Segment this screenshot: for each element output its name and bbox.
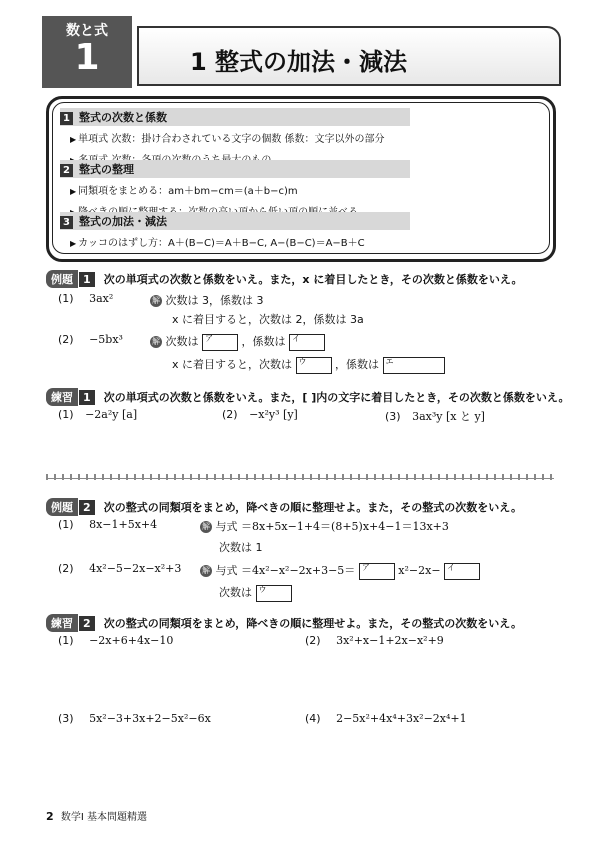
practice-2-item-1 <box>58 634 173 647</box>
answer-2-2 <box>200 562 480 580</box>
practice-1-item-2 <box>222 408 298 421</box>
item-label: (1) <box>58 292 74 305</box>
summary-section-3: 3 整式の加法・減法 ▶ カッコのはずし方：A＋(B−C)＝A＋B−C, A−(B−C)＝A−B＋C <box>60 212 410 249</box>
item-expression: 5x²−3+3x+2−5x²−6x <box>89 712 211 725</box>
item-label: (2) <box>58 562 74 575</box>
item-label: (1) <box>58 634 74 647</box>
item-label: (2) <box>58 333 74 346</box>
example-prompt: 次の単項式の次数と係数をいえ。また，x に着目したとき，その次数と係数をいえ。 <box>103 273 523 286</box>
answer-2-1b: 次数は 1 <box>219 541 263 554</box>
item-label: (4) <box>305 712 321 725</box>
practice-prompt: 次の単項式の次数と係数をいえ。また，[ ]内の文字に着目したとき，その次数と係数をいえ。 <box>103 391 570 404</box>
example-prompt: 次の整式の同類項をまとめ，降べきの順に整理せよ。また，その整式の次数をいえ。 <box>103 501 522 514</box>
example-number: 1 <box>79 272 95 287</box>
answer-box-a[interactable] <box>359 563 395 580</box>
example-1-header <box>46 268 523 288</box>
item-expression: 3ax² <box>89 292 114 305</box>
box-label: イ <box>447 562 456 572</box>
practice-2-item-4 <box>305 712 467 725</box>
section-number: 3 <box>60 216 73 229</box>
answer-box-i[interactable] <box>289 334 325 351</box>
practice-2-item-2 <box>305 634 444 647</box>
example-tag: 例題 <box>46 498 78 516</box>
page-number: 2 <box>46 810 54 823</box>
practice-number: 2 <box>79 616 95 631</box>
answer-1-2 <box>150 333 325 351</box>
answer-box-a[interactable] <box>202 334 238 351</box>
practice-number: 1 <box>79 390 95 405</box>
item-label: (1) <box>58 408 74 421</box>
answer-box-u[interactable] <box>296 357 332 374</box>
chapter-number: 1 <box>74 37 100 78</box>
practice-tag: 練習 <box>46 614 78 632</box>
item-expression: 3x²+x−1+2x−x²+9 <box>336 634 444 647</box>
example-2-header <box>46 496 522 516</box>
answer-box-u[interactable] <box>256 585 292 602</box>
item-label: (3) <box>58 712 74 725</box>
answer-text: 与式 ＝8x+5x−1+4＝(8+5)x+4−1＝13x+3 <box>215 520 449 533</box>
example-2-item-2 <box>58 562 181 575</box>
box-label: ウ <box>298 356 307 366</box>
footer-text: 数学Ⅰ 基本問題精選 <box>60 812 147 823</box>
section-heading: 整式の整理 <box>79 163 134 176</box>
box-label: ア <box>205 333 213 343</box>
answer-2-1 <box>200 518 449 534</box>
page-title: 1 整式の加法・減法 <box>190 48 408 76</box>
answer-2-2b <box>219 584 292 602</box>
item-label: (2) <box>222 408 238 421</box>
example-1-item-2 <box>58 333 123 346</box>
practice-2-header <box>46 612 522 632</box>
item-expression: 4x²−5−2x−x²+3 <box>89 562 182 575</box>
answer-text: ，係数は <box>335 358 380 371</box>
item-expression: −5bx³ <box>89 333 123 346</box>
practice-prompt: 次の整式の同類項をまとめ，降べきの順に整理せよ。また，その整式の次数をいえ。 <box>103 617 522 630</box>
divider-line <box>46 478 554 479</box>
answer-text: 次数は <box>165 335 199 348</box>
answer-1-1b: x に着目すると，次数は 2，係数は 3a <box>172 313 364 326</box>
practice-2-item-3 <box>58 712 211 725</box>
item-expression: −x²y³ [y] <box>249 408 298 421</box>
summary-line: 単項式 次数：掛け合わされている文字の個数 係数：文字以外の部分 <box>78 134 385 145</box>
chapter-category: 数と式 <box>66 23 108 39</box>
section-heading: 整式の加法・減法 <box>79 215 167 228</box>
practice-tag: 練習 <box>46 388 78 406</box>
example-2-item-1 <box>58 518 157 531</box>
item-expression: −2a²y [a] <box>85 408 138 421</box>
footer <box>46 808 147 823</box>
answer-text: 与式 ＝4x²−x²−2x+3−5＝ <box>215 564 356 577</box>
answer-text: 次数は <box>219 586 252 599</box>
kai-icon: 解 <box>202 566 210 575</box>
item-expression: 2−5x²+4x⁴+3x²−2x⁴+1 <box>336 712 467 725</box>
answer-1-1 <box>150 292 264 308</box>
answer-text: ，係数は <box>241 335 286 348</box>
dotted-divider <box>46 474 554 480</box>
section-heading: 整式の次数と係数 <box>79 111 167 124</box>
item-label: (2) <box>305 634 321 647</box>
answer-box-e[interactable] <box>383 357 445 374</box>
example-1-item-1 <box>58 292 113 305</box>
item-label: (1) <box>58 518 74 531</box>
item-expression: 8x−1+5x+4 <box>89 518 158 531</box>
answer-text: x に着目すると，次数は <box>172 358 293 371</box>
chapter-tab <box>42 16 132 88</box>
summary-line: 同類項をまとめる：am＋bm−cm＝(a＋b−c)m <box>78 186 298 197</box>
summary-line: カッコのはずし方：A＋(B−C)＝A＋B−C, A−(B−C)＝A−B＋C <box>78 238 365 249</box>
section-number: 1 <box>60 112 73 125</box>
item-expression: −2x+6+4x−10 <box>89 634 174 647</box>
answer-text: 次数は 3，係数は 3 <box>165 294 264 307</box>
item-label: (3) <box>385 410 401 423</box>
summary-section-2: 2 整式の整理 ▶ 同類項をまとめる：am＋bm−cm＝(a＋b−c)m <box>60 160 410 218</box>
section-number: 2 <box>60 164 73 177</box>
answer-box-i[interactable] <box>444 563 480 580</box>
summary-section-1: 1 整式の次数と係数 ▶ 単項式 次数：掛け合わされている文字の個数 係数：文字以外の部分 <box>60 108 410 166</box>
example-tag: 例題 <box>46 270 78 288</box>
kai-icon: 解 <box>202 522 210 531</box>
item-expression: 3ax³y [x と y] <box>412 410 485 423</box>
practice-1-item-3 <box>385 408 485 424</box>
practice-1-item-1 <box>58 408 137 421</box>
example-number: 2 <box>79 500 95 515</box>
kai-icon: 解 <box>152 296 160 305</box>
answer-text: x²−2x− <box>398 564 441 577</box>
box-label: エ <box>385 356 394 366</box>
practice-1-header <box>46 386 570 406</box>
box-label: ア <box>361 562 370 572</box>
box-label: ウ <box>258 584 267 594</box>
answer-1-2b <box>172 356 445 374</box>
box-label: イ <box>292 333 300 343</box>
kai-icon: 解 <box>152 337 160 346</box>
